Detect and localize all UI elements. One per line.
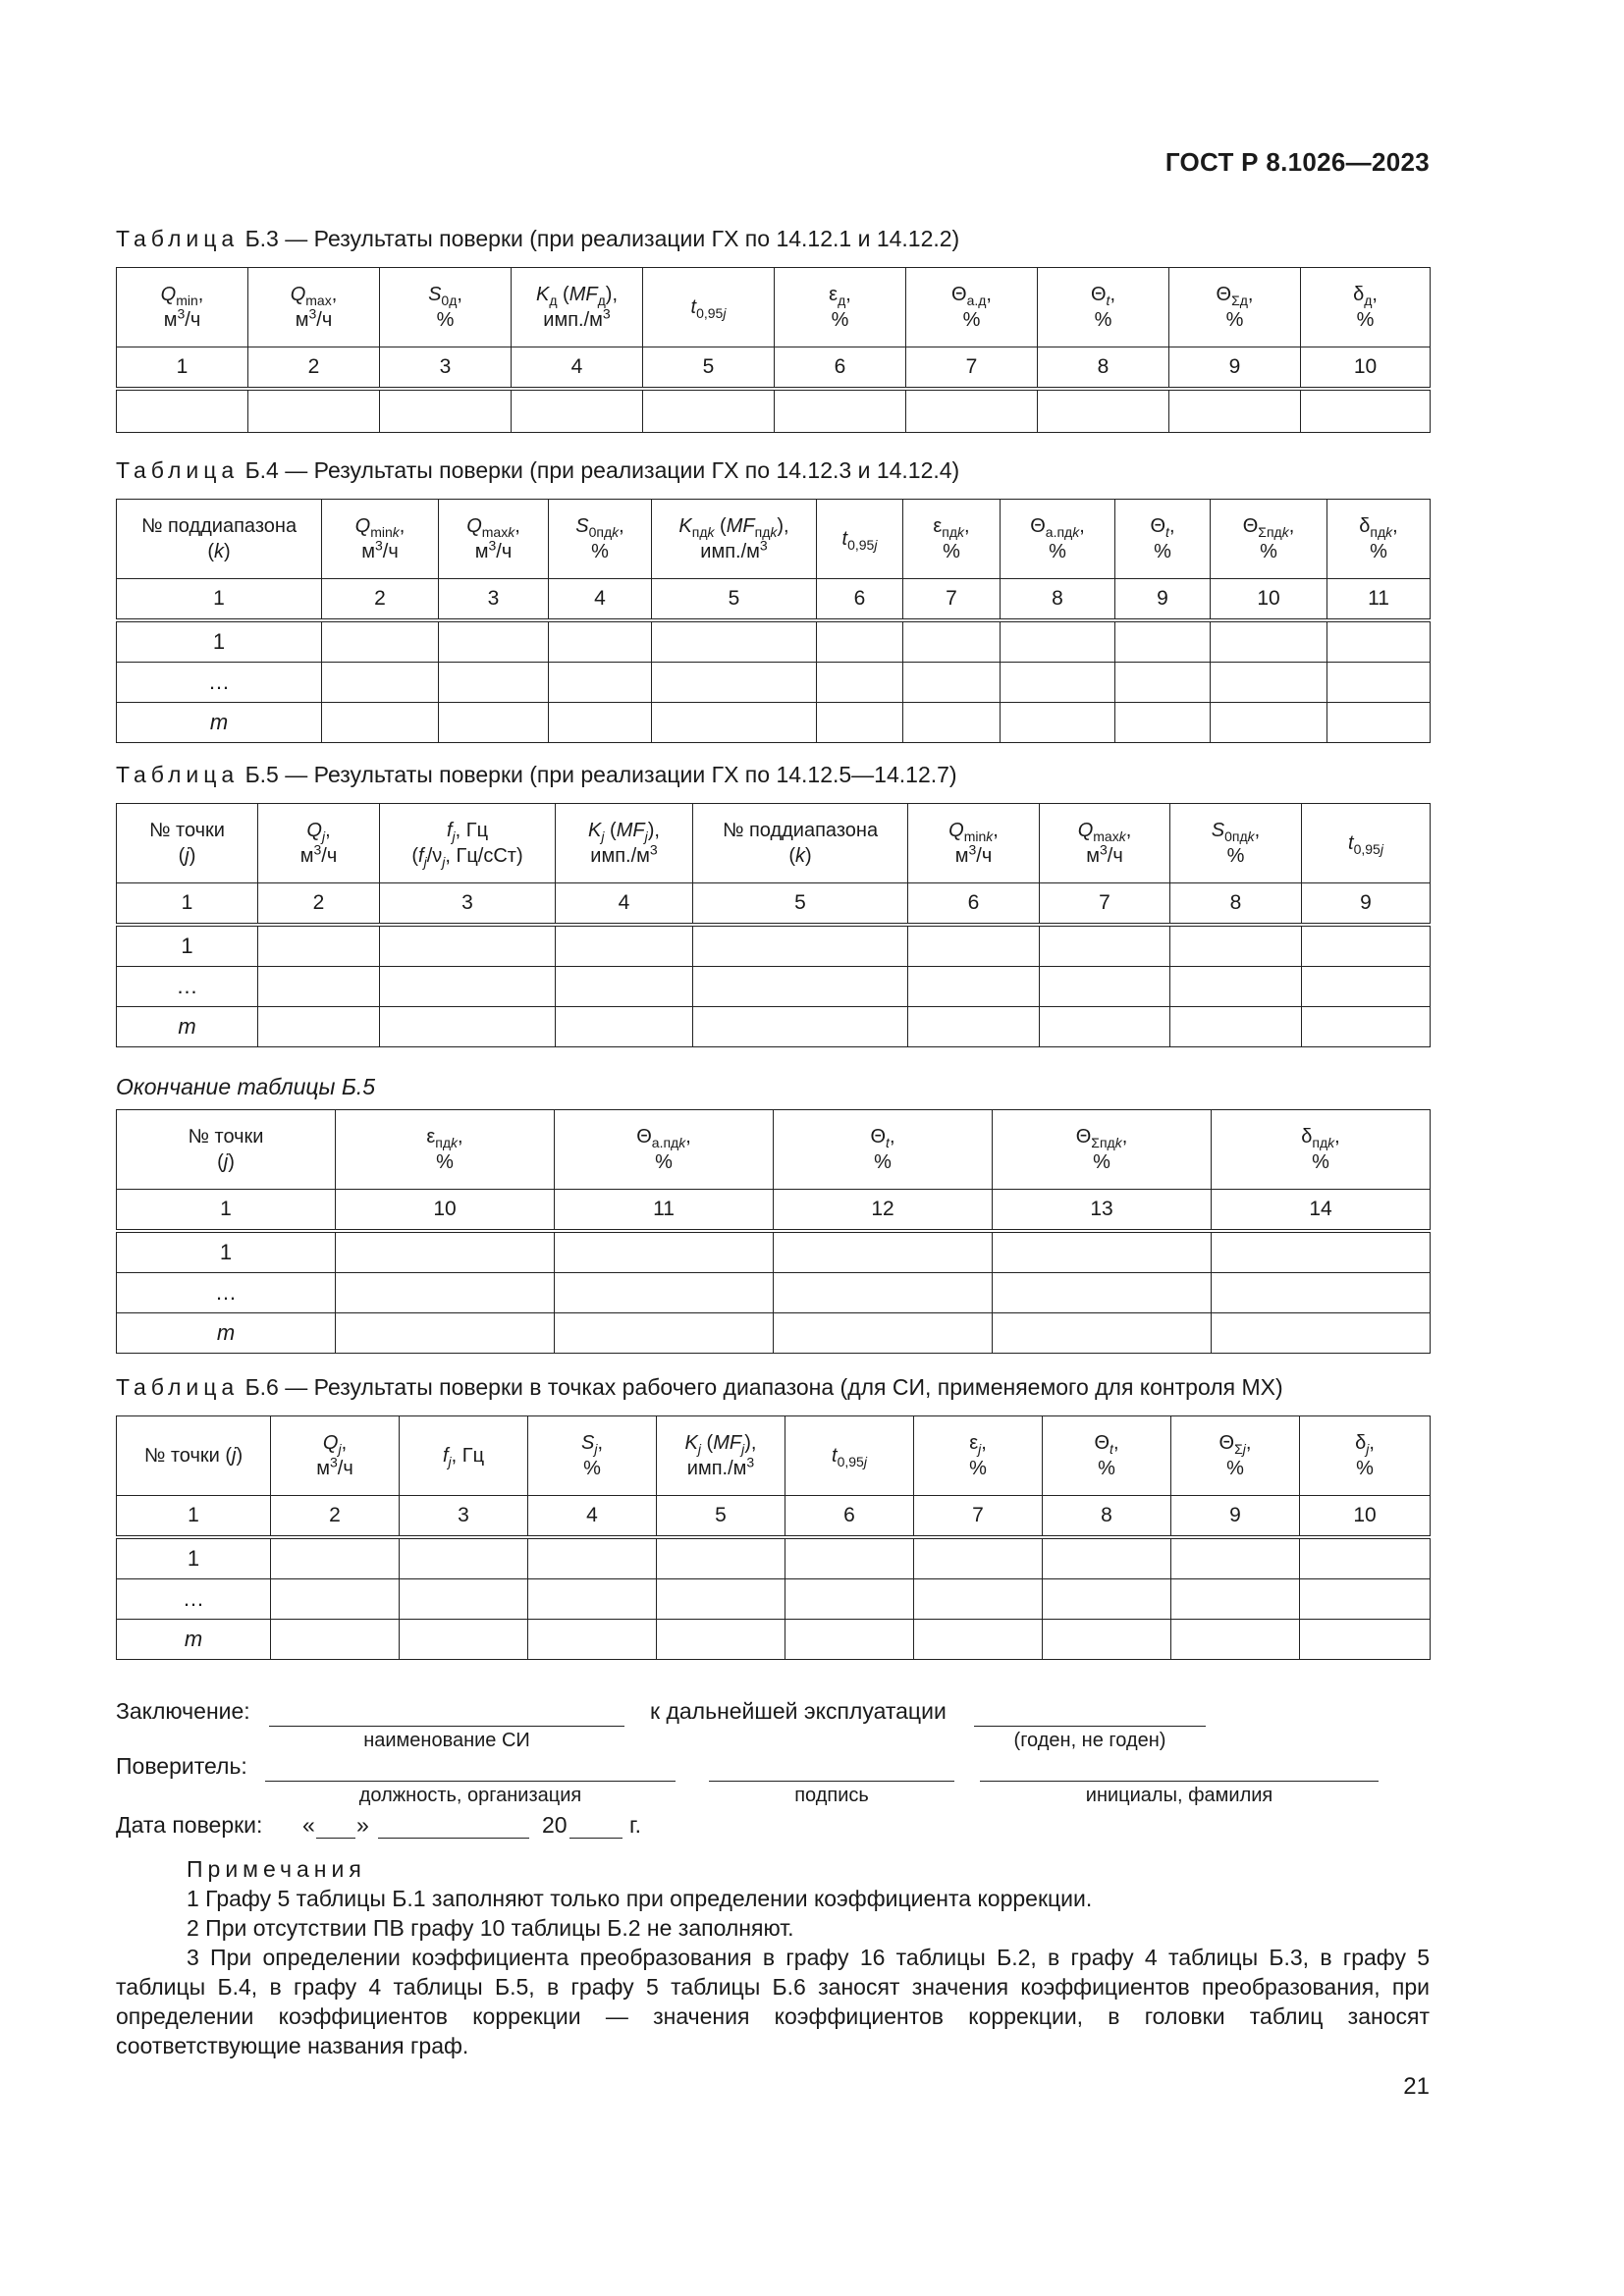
col-number: 10 [1211, 579, 1327, 621]
col-number: 10 [1300, 1496, 1431, 1538]
page-number: 21 [1403, 2073, 1430, 2100]
col-number: 10 [1301, 347, 1431, 390]
table-row [117, 925, 1431, 967]
col-number: 13 [993, 1190, 1212, 1232]
caption-text: Б.5 — Результаты поверки (при реализации ГХ по 14.12.5—14.12.7) [239, 762, 957, 787]
table-row [117, 703, 1431, 743]
blank-cell[interactable] [914, 1579, 1043, 1620]
blank-cell[interactable] [1302, 967, 1431, 1007]
row-label: … [117, 1579, 271, 1620]
blank-cell[interactable] [549, 703, 652, 743]
col-header-kd: $K_д$ $(MF_д)$, $имп./м^3$ [512, 268, 643, 347]
col-header-theta-t: $\Theta_t$, % [774, 1110, 993, 1190]
blank-cell[interactable] [1327, 620, 1431, 663]
col-number: 8 [1001, 579, 1115, 621]
table-b3-caption [116, 226, 959, 252]
col-number: 7 [914, 1496, 1043, 1538]
col-number: 9 [1171, 1496, 1300, 1538]
blank-cell[interactable] [643, 389, 775, 433]
blank-cell[interactable] [1170, 925, 1302, 967]
table-header-row [117, 804, 1431, 883]
blank-cell[interactable] [1040, 967, 1170, 1007]
col-header-qmink: $Q_{mink}$, $м^3/ч$ [908, 804, 1040, 883]
column-number-row [117, 1496, 1431, 1538]
blank-cell[interactable] [785, 1620, 914, 1660]
col-number: 14 [1212, 1190, 1431, 1232]
table-row [117, 389, 1431, 433]
blank-cell[interactable] [528, 1620, 657, 1660]
col-header-delta-j: $\delta_j$, % [1300, 1416, 1431, 1496]
month-line[interactable] [378, 1838, 529, 1839]
col-number: 4 [549, 579, 652, 621]
table-b5-end-caption: Окончание таблицы Б.5 [116, 1074, 376, 1099]
table-b5-end [116, 1109, 1431, 1354]
col-number: 6 [785, 1496, 914, 1538]
blank-cell[interactable] [774, 1313, 993, 1354]
blank-cell[interactable] [380, 925, 556, 967]
blank-cell[interactable] [993, 1273, 1212, 1313]
blank-cell[interactable] [1171, 1579, 1300, 1620]
col-header-theta-ad: $\Theta_{а.д}$, % [906, 268, 1038, 347]
notes-heading: Примечания [187, 1856, 366, 1882]
note-item: 3 При определении коэффициента преобразования в графу 16 таблицы Б.2, в графу 4 таблицы Б.3, в графу 5 таблицы Б.4, в графу 4 таблицы Б.5, в графу 5 таблицы Б.6 заносят значения коэффициентов преобразования, при определении коэффициентов коррекции — значения коэффициентов коррекции, в головки таблиц заносят соответствующие названия граф. [116, 1945, 1430, 2058]
fitness-line[interactable] [974, 1726, 1206, 1727]
blank-cell[interactable] [1302, 1007, 1431, 1047]
table-header-row [117, 1416, 1431, 1496]
col-number: 1 [117, 347, 248, 390]
blank-cell[interactable] [322, 703, 439, 743]
year-line[interactable] [569, 1838, 623, 1839]
caption-text: Б.4 — Результаты поверки (при реализации ГХ по 14.12.3 и 14.12.4) [239, 457, 960, 483]
blank-cell[interactable] [914, 1537, 1043, 1579]
blank-cell[interactable] [1169, 389, 1301, 433]
table-row [117, 1579, 1431, 1620]
blank-cell[interactable] [1327, 663, 1431, 703]
col-header-kj: $K_j$ $(MF_j)$, $имп./м^3$ [657, 1416, 785, 1496]
table-row [117, 1620, 1431, 1660]
blank-cell[interactable] [380, 1007, 556, 1047]
col-number: 11 [555, 1190, 774, 1232]
col-header-delta-d: $\delta_д$, % [1301, 268, 1431, 347]
blank-cell[interactable] [555, 1313, 774, 1354]
date-open-quote: « [302, 1812, 315, 1838]
blank-cell[interactable] [380, 967, 556, 1007]
col-header-qj: $Q_j$, $м^3/ч$ [258, 804, 380, 883]
si-name-line[interactable] [269, 1726, 624, 1727]
blank-cell[interactable] [1001, 620, 1115, 663]
blank-cell[interactable] [1043, 1620, 1171, 1660]
blank-cell[interactable] [322, 663, 439, 703]
blank-cell[interactable] [248, 389, 380, 433]
blank-cell[interactable] [1040, 1007, 1170, 1047]
blank-cell[interactable] [400, 1620, 528, 1660]
col-header-s0pdk: $S_{0пдk}$, % [549, 500, 652, 579]
table-row [117, 620, 1431, 663]
blank-cell[interactable] [1115, 703, 1211, 743]
blank-cell[interactable] [903, 703, 1001, 743]
col-header-t095: $t_{0,95j}$ [785, 1416, 914, 1496]
year-suffix: г. [629, 1812, 641, 1838]
table-b3 [116, 267, 1431, 433]
col-number: 12 [774, 1190, 993, 1232]
blank-cell[interactable] [785, 1537, 914, 1579]
col-header-qmaxk: $Q_{maxk}$, $м^3/ч$ [1040, 804, 1170, 883]
row-label: 1 [117, 925, 258, 967]
blank-cell[interactable] [336, 1231, 555, 1273]
col-number: 7 [1040, 883, 1170, 926]
col-header-eps-pdk: $\varepsilon_{пдk}$, % [903, 500, 1001, 579]
blank-cell[interactable] [1302, 925, 1431, 967]
table-b4-caption [116, 457, 959, 484]
col-number: 3 [380, 883, 556, 926]
col-number: 5 [693, 883, 908, 926]
blank-cell[interactable] [322, 620, 439, 663]
col-number: 5 [643, 347, 775, 390]
col-header-qmink: $Q_{mink}$, $м^3/ч$ [322, 500, 439, 579]
col-number: 7 [903, 579, 1001, 621]
col-header-theta-t: $\Theta_t$, % [1038, 268, 1169, 347]
col-number: 4 [528, 1496, 657, 1538]
col-number: 2 [271, 1496, 400, 1538]
blank-cell[interactable] [908, 967, 1040, 1007]
name-line[interactable] [980, 1781, 1379, 1782]
blank-cell[interactable] [652, 703, 817, 743]
blank-cell[interactable] [906, 389, 1038, 433]
blank-cell[interactable] [785, 1579, 914, 1620]
column-number-row [117, 579, 1431, 621]
table-header-row [117, 1110, 1431, 1190]
blank-cell[interactable] [1170, 1007, 1302, 1047]
blank-cell[interactable] [908, 925, 1040, 967]
standard-designation: ГОСТ Р 8.1026—2023 [1164, 147, 1430, 177]
blank-cell[interactable] [549, 663, 652, 703]
blank-cell[interactable] [1212, 1273, 1431, 1313]
col-number: 6 [775, 347, 906, 390]
caption-word: Таблица [116, 762, 240, 787]
conclusion-mid-text: к дальнейшей эксплуатации [650, 1698, 947, 1724]
blank-cell[interactable] [817, 703, 903, 743]
col-number: 3 [400, 1496, 528, 1538]
blank-cell[interactable] [258, 1007, 380, 1047]
col-number: 11 [1327, 579, 1431, 621]
blank-cell[interactable] [271, 1579, 400, 1620]
col-number: 8 [1170, 883, 1302, 926]
caption-word: Таблица [116, 226, 240, 251]
caption-text: Б.6 — Результаты поверки в точках рабочего диапазона (для СИ, применяемого для контроля МХ) [239, 1374, 1283, 1400]
col-number: 4 [556, 883, 693, 926]
blank-cell[interactable] [400, 1537, 528, 1579]
table-row [117, 1007, 1431, 1047]
col-header-point-no: № точки (j) [117, 804, 258, 883]
table-row [117, 1231, 1431, 1273]
blank-cell[interactable] [336, 1313, 555, 1354]
table-b5 [116, 803, 1431, 1047]
blank-cell[interactable] [1327, 703, 1431, 743]
col-header-theta-sum: $\Theta_{\Sigma д}$, % [1169, 268, 1301, 347]
col-number: 1 [117, 1190, 336, 1232]
blank-cell[interactable] [1171, 1620, 1300, 1660]
blank-cell[interactable] [693, 967, 908, 1007]
col-header-qmin: $Q_{min}$, $м^3/ч$ [117, 268, 248, 347]
blank-cell[interactable] [693, 925, 908, 967]
column-number-row [117, 883, 1431, 926]
col-header-subrange-no: № поддиапазона (k) [117, 500, 322, 579]
blank-cell[interactable] [439, 620, 549, 663]
day-line[interactable] [316, 1838, 355, 1839]
row-label: m [117, 1620, 271, 1660]
col-number: 5 [657, 1496, 785, 1538]
blank-cell[interactable] [817, 663, 903, 703]
row-label: 1 [117, 1231, 336, 1273]
col-header-theta-apdk: $\Theta_{а.пдk}$, % [1001, 500, 1115, 579]
row-label: … [117, 663, 322, 703]
col-header-s0d: $S_{0д}$, % [380, 268, 512, 347]
col-header-theta-sum-pdk: $\Theta_{\Sigma пдk}$, % [993, 1110, 1212, 1190]
blank-cell[interactable] [903, 620, 1001, 663]
col-header-theta-t: $\Theta_t$, % [1043, 1416, 1171, 1496]
blank-cell[interactable] [1115, 663, 1211, 703]
col-header-eps-j: $\varepsilon_j$, % [914, 1416, 1043, 1496]
row-label: m [117, 1313, 336, 1354]
blank-cell[interactable] [1300, 1579, 1431, 1620]
col-header-theta-sum-j: $\Theta_{\Sigma j}$, % [1171, 1416, 1300, 1496]
caption-text: Б.3 — Результаты поверки (при реализации ГХ по 14.12.1 и 14.12.2) [239, 226, 960, 251]
col-number: 3 [439, 579, 549, 621]
table-b5-caption [116, 762, 957, 788]
blank-cell[interactable] [652, 663, 817, 703]
column-number-row [117, 1190, 1431, 1232]
blank-cell[interactable] [774, 1231, 993, 1273]
blank-cell[interactable] [693, 1007, 908, 1047]
blank-cell[interactable] [993, 1313, 1212, 1354]
blank-cell[interactable] [117, 389, 248, 433]
table-row [117, 1313, 1431, 1354]
blank-cell[interactable] [556, 1007, 693, 1047]
blank-cell[interactable] [528, 1579, 657, 1620]
blank-cell[interactable] [774, 1273, 993, 1313]
signature-caption: подпись [794, 1785, 869, 1806]
blank-cell[interactable] [439, 663, 549, 703]
blank-cell[interactable] [993, 1231, 1212, 1273]
blank-cell[interactable] [1211, 703, 1327, 743]
col-header-theta-apdk: $\Theta_{а.пдk}$, % [555, 1110, 774, 1190]
table-row [117, 663, 1431, 703]
name-caption: инициалы, фамилия [1085, 1785, 1273, 1806]
conclusion-label: Заключение: [116, 1698, 250, 1724]
table-row [117, 1273, 1431, 1313]
position-line[interactable] [265, 1781, 676, 1782]
blank-cell[interactable] [1300, 1537, 1431, 1579]
note-item: 1 Графу 5 таблицы Б.1 заполняют только при определении коэффициента коррекции. [187, 1886, 1093, 1911]
col-header-kpdk: $K_{пдk}$ $(MF_{пдk})$, $имп./м^3$ [652, 500, 817, 579]
blank-cell[interactable] [1115, 620, 1211, 663]
col-number: 4 [512, 347, 643, 390]
col-header-fj: $f_j$, Гц [400, 1416, 528, 1496]
blank-cell[interactable] [1300, 1620, 1431, 1660]
col-header-point-no: № точки (j) [117, 1110, 336, 1190]
blank-cell[interactable] [1301, 389, 1431, 433]
notes-block [116, 1854, 1430, 2060]
blank-cell[interactable] [271, 1537, 400, 1579]
year-prefix: 20 [542, 1812, 568, 1838]
blank-cell[interactable] [652, 620, 817, 663]
blank-cell[interactable] [657, 1620, 785, 1660]
col-number: 2 [322, 579, 439, 621]
col-number: 3 [380, 347, 512, 390]
col-header-fj: $f_j$, Гц ($f_j/\nu_j$, Гц/сСт) [380, 804, 556, 883]
blank-cell[interactable] [914, 1620, 1043, 1660]
blank-cell[interactable] [1001, 703, 1115, 743]
col-header-sj: $S_j$, % [528, 1416, 657, 1496]
si-name-caption: наименование СИ [363, 1730, 530, 1751]
col-number: 2 [248, 347, 380, 390]
col-header-subrange-no: № поддиапазона (k) [693, 804, 908, 883]
col-number: 2 [258, 883, 380, 926]
col-number: 1 [117, 579, 322, 621]
date-label: Дата поверки: [116, 1812, 263, 1838]
col-header-point-no: № точки (j) [117, 1416, 271, 1496]
col-header-delta-pdk: $\delta_{пдk}$, % [1327, 500, 1431, 579]
blank-cell[interactable] [1212, 1231, 1431, 1273]
table-b4 [116, 499, 1431, 743]
col-header-delta-pdk: $\delta_{пдk}$, % [1212, 1110, 1431, 1190]
blank-cell[interactable] [1043, 1579, 1171, 1620]
col-number: 9 [1302, 883, 1431, 926]
table-b6-caption [116, 1374, 1283, 1401]
blank-cell[interactable] [903, 663, 1001, 703]
col-number: 9 [1115, 579, 1211, 621]
col-number: 7 [906, 347, 1038, 390]
col-number: 9 [1169, 347, 1301, 390]
col-header-kj: $K_j$ $(MF_j)$, $имп./м^3$ [556, 804, 693, 883]
blank-cell[interactable] [1001, 663, 1115, 703]
col-number: 1 [117, 1496, 271, 1538]
blank-cell[interactable] [1211, 620, 1327, 663]
blank-cell[interactable] [556, 967, 693, 1007]
blank-cell[interactable] [555, 1273, 774, 1313]
row-label: 1 [117, 1537, 271, 1579]
col-header-theta-t: $\Theta_t$, % [1115, 500, 1211, 579]
row-label: 1 [117, 620, 322, 663]
col-number: 8 [1038, 347, 1169, 390]
blank-cell[interactable] [555, 1231, 774, 1273]
col-header-t095: $t_{0,95j}$ [817, 500, 903, 579]
table-b6 [116, 1415, 1431, 1660]
fitness-caption: (годен, не годен) [1013, 1730, 1166, 1751]
blank-cell[interactable] [1211, 663, 1327, 703]
col-number: 6 [817, 579, 903, 621]
col-number: 10 [336, 1190, 555, 1232]
blank-cell[interactable] [657, 1537, 785, 1579]
note-item: 2 При отсутствии ПВ графу 10 таблицы Б.2 не заполняют. [187, 1915, 794, 1941]
blank-cell[interactable] [512, 389, 643, 433]
col-header-eps-pdk: $\varepsilon_{пдk}$, % [336, 1110, 555, 1190]
blank-cell[interactable] [549, 620, 652, 663]
blank-cell[interactable] [380, 389, 512, 433]
blank-cell[interactable] [1212, 1313, 1431, 1354]
blank-cell[interactable] [336, 1273, 555, 1313]
table-header-row [117, 268, 1431, 347]
col-number: 6 [908, 883, 1040, 926]
blank-cell[interactable] [258, 967, 380, 1007]
blank-cell[interactable] [1043, 1537, 1171, 1579]
row-label: … [117, 1273, 336, 1313]
col-header-qmaxk: $Q_{maxk}$, $м^3/ч$ [439, 500, 549, 579]
col-number: 5 [652, 579, 817, 621]
blank-cell[interactable] [1040, 925, 1170, 967]
column-number-row [117, 347, 1431, 390]
blank-cell[interactable] [528, 1537, 657, 1579]
col-header-qj: $Q_j$, $м^3/ч$ [271, 1416, 400, 1496]
row-label: m [117, 703, 322, 743]
table-row [117, 1537, 1431, 1579]
blank-cell[interactable] [556, 925, 693, 967]
signature-line[interactable] [709, 1781, 954, 1782]
blank-cell[interactable] [1170, 967, 1302, 1007]
blank-cell[interactable] [1171, 1537, 1300, 1579]
col-header-t095: $t_{0,95j}$ [643, 268, 775, 347]
col-header-eps-d: $\varepsilon_д$, % [775, 268, 906, 347]
col-number: 8 [1043, 1496, 1171, 1538]
caption-word: Таблица [116, 1374, 240, 1400]
date-close-quote: » [356, 1812, 369, 1838]
blank-cell[interactable] [258, 925, 380, 967]
row-label: m [117, 1007, 258, 1047]
blank-cell[interactable] [271, 1620, 400, 1660]
col-header-qmax: $Q_{max}$, $м^3/ч$ [248, 268, 380, 347]
blank-cell[interactable] [817, 620, 903, 663]
row-label: … [117, 967, 258, 1007]
position-caption: должность, организация [358, 1785, 582, 1806]
blank-cell[interactable] [908, 1007, 1040, 1047]
col-header-theta-sum-pdk: $\Theta_{\Sigma пдk}$, % [1211, 500, 1327, 579]
blank-cell[interactable] [439, 703, 549, 743]
col-header-s0pdk: $S_{0пдk}$, % [1170, 804, 1302, 883]
blank-cell[interactable] [400, 1579, 528, 1620]
caption-word: Таблица [116, 457, 240, 483]
table-header-row [117, 500, 1431, 579]
blank-cell[interactable] [775, 389, 906, 433]
col-number: 1 [117, 883, 258, 926]
blank-cell[interactable] [657, 1579, 785, 1620]
table-row [117, 967, 1431, 1007]
blank-cell[interactable] [1038, 389, 1169, 433]
col-header-t095: $t_{0,95j}$ [1302, 804, 1431, 883]
verifier-label: Поверитель: [116, 1753, 247, 1779]
